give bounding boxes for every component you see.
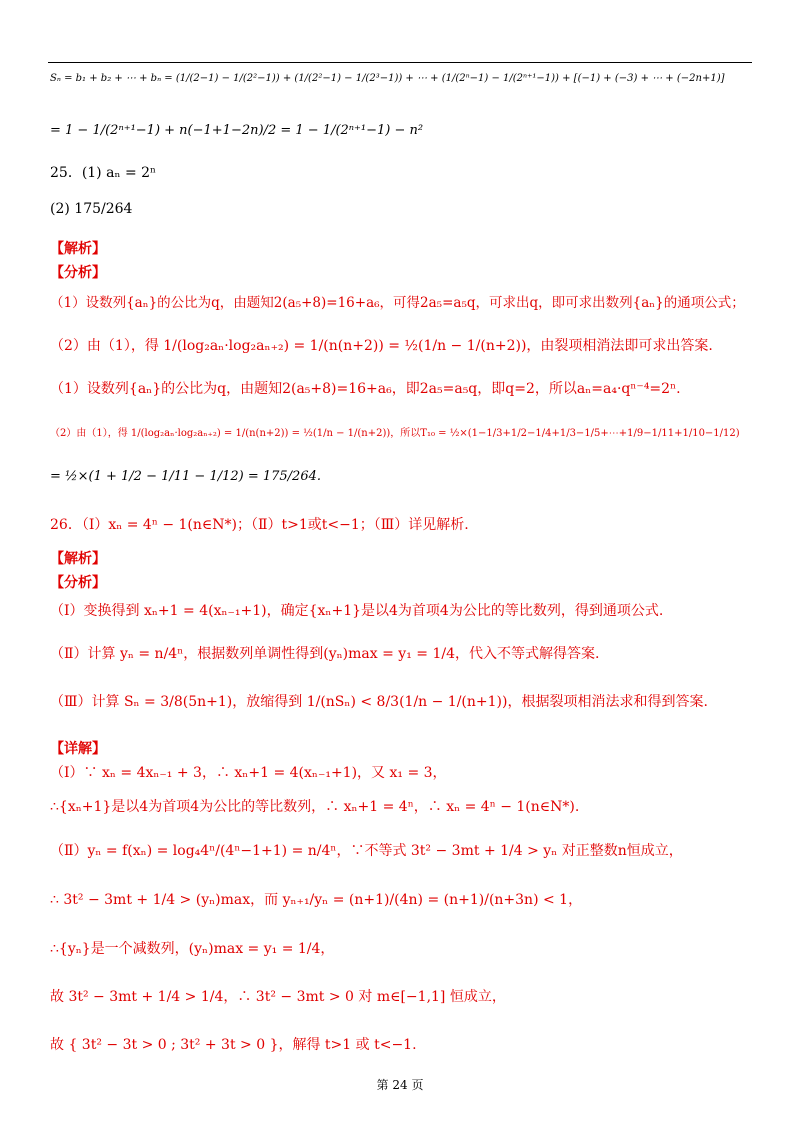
text-line: 【分析】 xyxy=(50,575,106,591)
text-line: 26．（Ⅰ）xₙ = 4ⁿ − 1(n∈N*)；（Ⅱ）t>1或t<−1；（Ⅲ）详见解析. xyxy=(50,517,469,533)
text-line: 25．(1) aₙ = 2ⁿ xyxy=(50,165,157,181)
text-line: 【解析】 xyxy=(50,241,106,257)
text-line: 故 3t² − 3mt + 1/4 > 1/4，∴ 3t² − 3mt > 0 对 m∈[−1,1] 恒成立， xyxy=(50,989,506,1005)
text-line: 【详解】 xyxy=(50,741,106,757)
text-line: （Ⅲ）计算 Sₙ = 3/8(5n+1)，放缩得到 1/(nSₙ) < 8/3(1/n − 1/(n+1))，根据裂项相消法求和得到答案. xyxy=(50,694,708,710)
text-line: ∴{xₙ+1}是以4为首项4为公比的等比数列，∴ xₙ+1 = 4ⁿ，∴ xₙ = 4ⁿ − 1(n∈N*). xyxy=(50,799,580,815)
text-line: 【分析】 xyxy=(50,265,106,281)
text-line: Sₙ = b₁ + b₂ + ⋯ + bₙ = (1/(2−1) − 1/(2²−1)) + (1/(2²−1) − 1/(2³−1)) + ⋯ + (1/(2ⁿ−1) − 1/(2ⁿ⁺¹−1)) + [(−1) + (−3) + ⋯ + (−2n+1)] xyxy=(50,73,725,84)
top-rule xyxy=(48,62,752,63)
text-line: （Ⅰ）变换得到 xₙ+1 = 4(xₙ₋₁+1)，确定{xₙ+1}是以4为首项4为公比的等比数列，得到通项公式. xyxy=(50,603,664,619)
text-line: = 1 − 1/(2ⁿ⁺¹−1) + n(−1+1−2n)/2 = 1 − 1/(2ⁿ⁺¹−1) − n² xyxy=(50,123,424,138)
text-line: （Ⅱ）yₙ = f(xₙ) = log₄4ⁿ/(4ⁿ−1+1) = n/4ⁿ，∵不等式 3t² − 3mt + 1/4 > yₙ 对正整数n恒成立， xyxy=(50,843,683,859)
text-line: （Ⅱ）计算 yₙ = n/4ⁿ，根据数列单调性得到(yₙ)max = y₁ = 1/4，代入不等式解得答案. xyxy=(50,646,600,662)
text-line: = ½×(1 + 1/2 − 1/11 − 1/12) = 175/264. xyxy=(50,469,322,484)
text-line: ∴{yₙ}是一个减数列，(yₙ)max = y₁ = 1/4， xyxy=(50,941,335,957)
text-line: （1）设数列{aₙ}的公比为q，由题知2(a₅+8)=16+a₆，即2a₅=a₅q，即q=2，所以aₙ=a₄·qⁿ⁻⁴=2ⁿ. xyxy=(50,381,681,397)
text-line: （Ⅰ）∵ xₙ = 4xₙ₋₁ + 3，∴ xₙ+1 = 4(xₙ₋₁+1)，又 x₁ = 3， xyxy=(50,765,447,781)
text-line: （1）设数列{aₙ}的公比为q，由题知2(a₅+8)=16+a₆，可得2a₅=a₅q，可求出q，即可求出数列{aₙ}的通项公式； xyxy=(50,295,745,311)
text-line: （2）由（1），得 1/(log₂aₙ·log₂aₙ₊₂) = 1/(n(n+2)) = ½(1/n − 1/(n+2))，由裂项相消法即可求出答案. xyxy=(50,338,713,354)
text-line: ∴ 3t² − 3mt + 1/4 > (yₙ)max，而 yₙ₊₁/yₙ = (n+1)/(4n) = (n+1)/(n+3n) < 1， xyxy=(50,892,583,908)
text-line: 【解析】 xyxy=(50,551,106,567)
text-line: (2) 175/264 xyxy=(50,201,133,217)
page-footer: 第 24 页 xyxy=(376,1078,424,1092)
text-line: 故 { 3t² − 3t > 0 ; 3t² + 3t > 0 }，解得 t>1 或 t<−1. xyxy=(50,1037,417,1053)
text-line: （2）由（1），得 1/(log₂aₙ·log₂aₙ₊₂) = 1/(n(n+2)) = ½(1/n − 1/(n+2))，所以T₁₀ = ½×(1−1/3+1/2−1/4+1/3−1/5+⋯+1/9−1/11+1/10−1/12) xyxy=(50,428,740,439)
